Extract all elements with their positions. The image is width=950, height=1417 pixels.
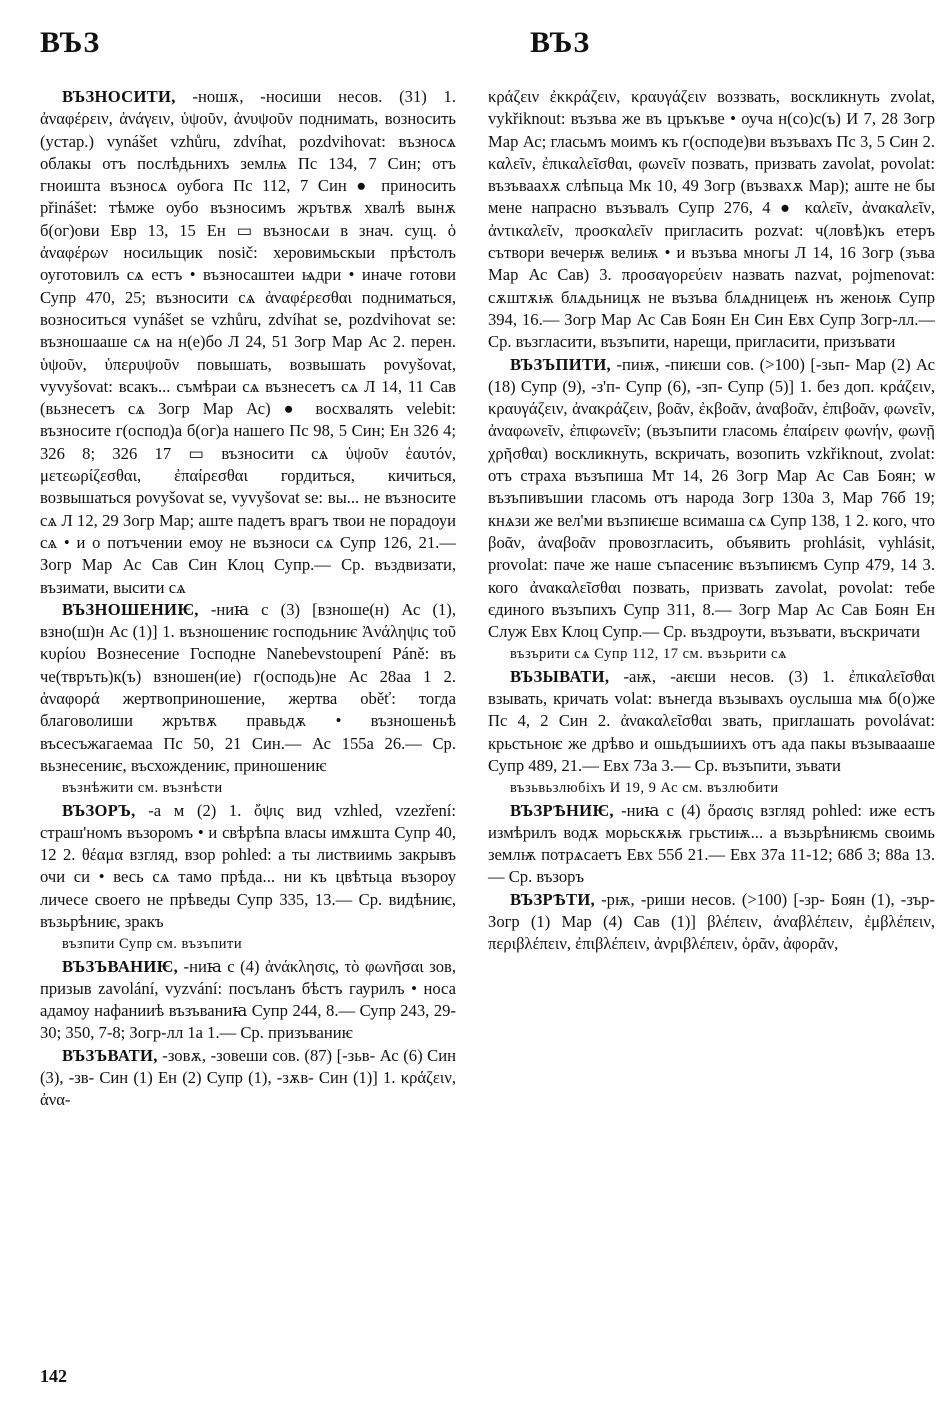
entry-continuation [488, 86, 935, 354]
entry-text: възпити Супр см. възъпити [62, 936, 243, 953]
dictionary-entry [488, 666, 935, 777]
entry-text: -ношѫ, -носиши несов. (31) 1. ἀναφέρειν, ἀνάγειν, ὑψοῦν, ἀνυψοῦν поднимать, возносить (устар.) vynášet vzhůru, zdvíhat, pozdvihovat: възносѧ облакы отъ послѣдьнихъ землѩ Пс 134, 7 Син; отъ гноишта възносѧ оубога Пс 112, 7 Син ● приносить přinášet: тѣмже оубо възносимъ жрътвѫ хвалѣ вынѫ б(ог)ови Евр 13, 15 Ен ▭ възносѧи в знач. сущ. ὁ ἀναφέρων носильщик nosič: херовимьскыи прѣстолъ оуготовилъ сѧ естъ • възносаштеи ѩдри • иначе готови Супр 470, 25; възносити сѧ ἀναφέρεσθαι подниматься, возноситься vynášet se vzhůru, zdvíhat se, pozdvihovat se: възношааше сѧ на н(е)бо Л 24, 51 Зогр Мар Ас 2. перен. ὑψοῦν, ὑπερυψοῦν повышать, возвышать povyšovat, vyvyšovat: всакъ... съмѣраи сѧ възнесетъ сѧ Л 14, 11 Сав (вьзнесетъ сѧ Зогр Мар Ас) ● восхвалять velebit: възносите г(оспод)а б(ог)а нашего Пс 98, 5 Син; Ен 326 4; 326 8; 326 17 ▭ възносити сѧ ὑψοῦν ἑαυτόν, μετεωρίζεσθαι, ἐπαίρεσθαι гордиться, кичиться, возвышаться povyšovat se, vyvyšovat se: вы... не възносите сѧ Л 12, 29 Зогр Мар; аште падетъ врагъ твои не порадоуи сѧ • и о потъчении емоу не възноси сѧ Супр 126, 21.— Зогр Мар Ас Сав Син Клоц Супр.— Ср. въздвизати, възимати, высити сѧ [40, 87, 456, 597]
dictionary-entry [40, 1045, 456, 1112]
dictionary-entry [488, 354, 935, 644]
headword: ВЪЗЪВАНИѤ, [62, 956, 179, 976]
right-column [488, 86, 935, 956]
entry-text: -ниꙗ с (4) ἀνάκλησις, τὸ φωνῆσαι зов, призыв zavolání, vyzvání: посъланъ бѣстъ гаурилъ • носа адамоу нафанииѣ възъваниꙗ Супр 244, 8.— Супр 243, 29-30; 350, 7-8; Зогр-лл 1а 1.— Ср. призъваниѥ [40, 956, 456, 1043]
entry-text: -ниꙗ с (3) [взноше(н) Ас (1), взно(ш)н Ас (1)] 1. възношениѥ господьниѥ Ἀνάληψις τοῦ κυρίου Вознесение Господне Nanebevstoupení Páně: въ че(твръть)к(ъ) взношен(ие) г(осподь)не Ас 28аа 1 2. ἀναφορά жертвоприношение, жертва oběť: тогда благоволиши жрътвѫ правьдѫ • възношеньѣ въсесъжагаемаа Пс 50, 21 Син.— Ас 155а 26.— Ср. вьзнесениѥ, въсхождениѥ, приношениѥ [40, 599, 456, 775]
page-number: 142 [40, 1366, 67, 1386]
dictionary-entry [40, 800, 456, 934]
headword: ВЪЗЪВАТИ, [62, 1045, 158, 1065]
entry-text: κράζειν ἐκκράζειν, κραυγάζειν воззвать, воскликнуть zvolat, vykřiknout: възъва же въ цръкъве • оуча н(со)с(ъ) И 7, 28 Зогр Мар Ас; гласьмъ моимъ къ г(осподе)ви възъвахъ Пс 3, 5 Син 2. καλεῖν, ἐπικαλεῖσθαι, φωνεῖν позвать, призвать zavolat, povolat: възъваахѫ слѣпьца Мк 10, 49 Зогр (възвахѫ Мар); аште не бы мене напрасно възъвалъ Супр 276, 4 ● καλεῖν, ἀνακαλεῖν, ἀντικαλεῖν, προσκαλεῖν пригласить pozvat: ч(ловѣ)къ етеръ сътвори вечерѭ велиѭ • и възъва многы Л 14, 16 Зогр (зъва Мар Ас Сав) 3. προσαγορεύειν назвать nazvat, pojmenovat: сѫштѫѭ блѧдьницѫ не възъва блѧдницеѭ нъ женоѭ Супр 394, 16.— Зогр Мар Ас Сав Боян Ен Син Евх Супр Зогр-лл.— Ср. възгласити, възъпити, нарещи, пригласити, призъвати [488, 87, 935, 352]
cross-reference-entry [488, 643, 935, 665]
cross-reference-entry [40, 777, 456, 799]
entry-text: възнѣжити см. възнѣсти [62, 780, 223, 797]
entry-text: -рѭ, -риши несов. (>100) [-зр- Боян (1), -зър- Зогр (1) Мар (4) Сав (1)] βλέπειν, ἀναβλέπειν, ἐμβλέπειν, περιβλέπειν, ἐπιβλέπειν, ἀνριβλέπειν, ὁρᾶν, ἀφορᾶν, [488, 889, 935, 954]
headword: ВЪЗЫВАТИ, [510, 666, 610, 686]
entry-text: -зовѫ, -зовеши сов. (87) [-зьв- Ас (6) Син (3), -зв- Син (1) Ен (2) Супр (1), -зѫв- Син (1)] 1. κράζειν, ἀνα- [40, 1045, 456, 1110]
cross-reference-entry [40, 933, 456, 955]
left-column [40, 86, 456, 1112]
headword: ВЪЗРѢТИ, [510, 889, 595, 909]
entry-text: -а м (2) 1. ὄψις вид vzhled, vzezření: страш'номъ възоромъ • и свѣрѣпа власы имѫшта Супр 40, 12 2. θέαμα взгляд, взор pohled: а ты листвиимь закрывъ очи си • весь сѧ тамо прѣда... ни къ цвѣтьца възороу личесе своего не прѣведы Супр 335, 13.— Ср. видѣниѥ, възьрѣниѥ, зракъ [40, 800, 456, 931]
headword: ВЪЗНОШЕНИѤ, [62, 599, 199, 619]
dictionary-entry [40, 86, 456, 599]
entry-text: възьвьзлюбіхъ И 19, 9 Ас см. възлюбити [510, 780, 779, 797]
entry-text: възърити сѧ Супр 112, 17 см. възьрити сѧ [510, 646, 787, 663]
dictionary-entry [40, 956, 456, 1045]
dictionary-entry [488, 800, 935, 889]
headword: ВЪЗОРЪ, [62, 800, 136, 820]
entry-text: -пиѭ, -пиѥши сов. (>100) [-зьп- Мар (2) Ас (18) Супр (9), -з'п- Супр (6), -зп- Супр (5)] 1. без доп. κράζειν, κραυγάζειν, ἀνακράζειν, βοᾶν, ἐκβοᾶν, ἀναβοᾶν, ἐπιβοᾶν, φωνεῖν, ἀναφωνεῖν, ἐπιφωνεῖν; (възъпити гласомь ἐπαίρειν φωνήν, φωνῇ χρῆσθαι) воскликнуть, вскричать, возопить vzkřiknout, zvolat: отъ страха възъпиша Мт 14, 26 Зогр Мар Ас Сав Боян; ѡ възъпивъшии гласомь отъ народа Зогр 130а 3, Мар 76б 19; кнѧзи же вел'ми възпиѥше всимаша сѧ Супр 138, 1 2. кого, что βοᾶν, ἀναβοᾶν провозгласить, объявить prohlásit, vyhlásit, provolat: паче же наше съпасениѥ възъпиѥмъ Супр 479, 14 3. кого ἀνακαλεῖσθαι позвать, призвать zavolat, povolat: тебе єдиного възъпихъ Супр 311, 8.— Зогр Мар Ас Сав Боян Ен Служ Евх Клоц Супр.— Ср. въздроути, възъвати, въскричати [488, 354, 935, 642]
headword: ВЪЗЪПИТИ, [510, 354, 611, 374]
dictionary-entry [488, 889, 935, 956]
headword: ВЪЗНОСИТИ, [62, 87, 176, 106]
cross-reference-entry [488, 777, 935, 799]
headword: ВЪЗРѢНИѤ, [510, 800, 614, 820]
entry-text: -ниꙗ с (4) ὅρασις взгляд pohled: иже естъ измѣрилъ водѫ морьскѫѭ грьстиѭ... а възьрѣниѥмь своимь землѭ потрѧсаетъ Евх 55б 21.— Евх 37а 11-12; 68б 3; 88а 13.— Ср. възоръ [488, 800, 935, 887]
running-head-left: ВЪЗ [40, 26, 101, 59]
dictionary-entry [40, 599, 456, 777]
running-head-right: ВЪЗ [530, 26, 591, 59]
entry-text: -аѭ, -аѥши несов. (3) 1. ἐπικαλεῖσθαι взывать, кричать volat: вънегда възывахъ оуслыша мѩ б(о)же Пс 4, 2 Син 2. ἀνακαλεῖσθαι звать, приглашать povolávat: крьстьноѥ же дрѣво и ошьдъшиихъ отъ ада пакы възываааше Супр 489, 21.— Евх 73а 3.— Ср. възъпити, зъвати [488, 666, 935, 775]
